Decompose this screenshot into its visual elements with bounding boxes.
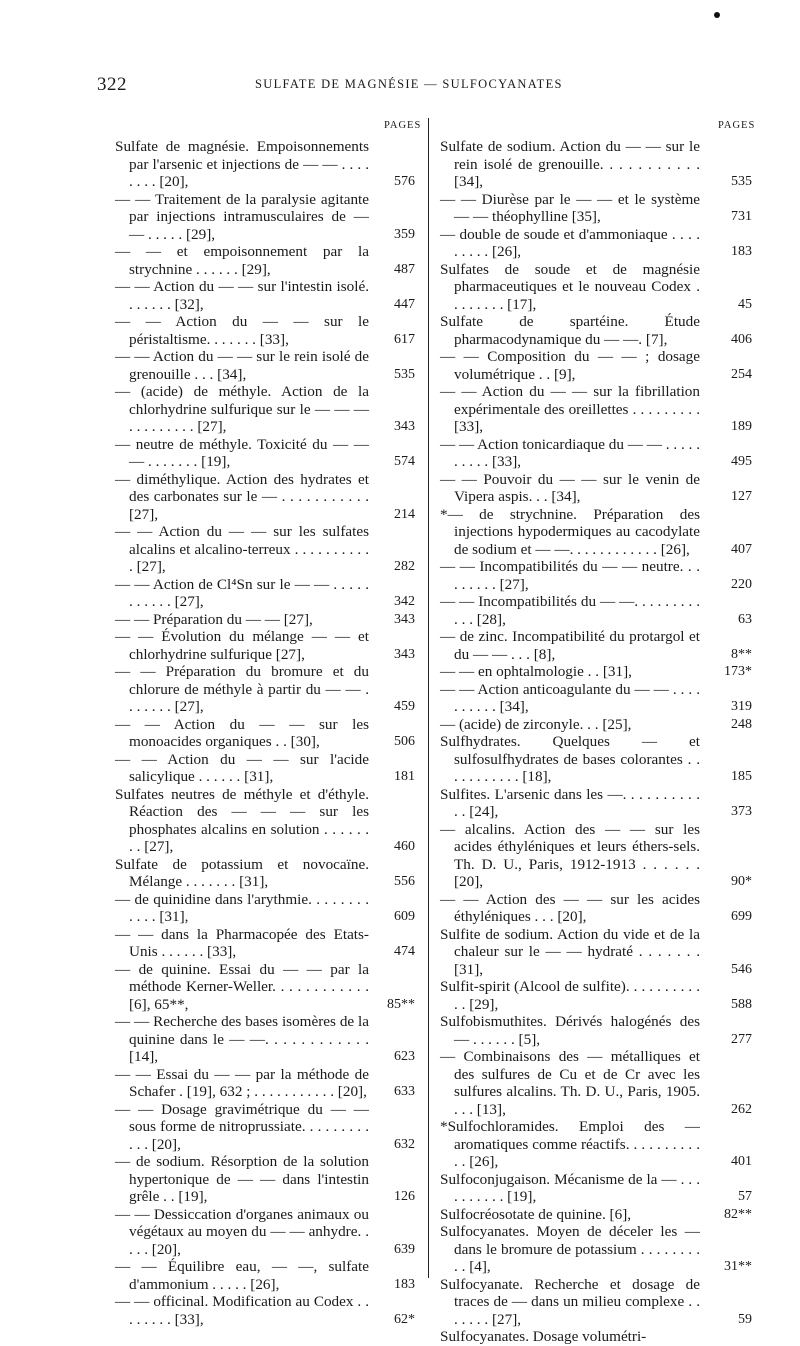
entry-page: 126 — [394, 1189, 415, 1204]
entry-page: 459 — [394, 699, 415, 714]
index-entry — [115, 576, 415, 611]
entry-page: 254 — [731, 366, 752, 382]
index-entry — [440, 471, 752, 506]
entry-text: — — Action du — — sur la fibrillation expérimentale des oreillettes . . . . . . . . . [33], — [440, 383, 700, 435]
entry-page: 407 — [731, 541, 752, 557]
index-entry — [115, 611, 415, 629]
entry-text: Sulfobismuthites. Dérivés halogénés des — . . . . . . [5], — [440, 1013, 700, 1048]
entry-text: — — Incompatibilités du — — neutre. . . . . . . . . [27], — [440, 558, 700, 593]
index-entry — [440, 1171, 752, 1206]
entry-text: — — en ophtalmologie . . [31], — [440, 663, 632, 680]
index-entry — [115, 138, 415, 191]
entry-text: Sulfates de soude et de magnésie pharmaceutiques et le nouveau Codex . . . . . . . . [17], — [440, 260, 700, 313]
column-divider — [428, 118, 429, 1278]
entry-page: 406 — [731, 331, 752, 347]
entry-text: — — Évolution du mélange — — et chlorhydrine sulfurique [27], — [115, 628, 369, 663]
entry-text: — — Action anticoagulante du — — . . . . . . . . . . [34], — [440, 680, 700, 715]
index-entry — [115, 1013, 415, 1066]
index-entry — [440, 436, 752, 471]
entry-page: 546 — [731, 961, 752, 977]
entry-text: — — officinal. Modification au Codex . . . . . . . . [33], — [115, 1293, 369, 1328]
entry-page: 173* — [724, 664, 752, 679]
entry-text: Sulfate de sodium. Action du — — sur le rein isolé de grenouille. . . . . . . . . . . [34], — [440, 138, 700, 190]
index-entry — [115, 1258, 415, 1293]
index-entry — [440, 926, 752, 979]
entry-page: 45 — [738, 296, 752, 312]
entry-text: — — Action du — — sur les monoacides organiques . . [30], — [115, 715, 369, 750]
entry-page: 62* — [394, 1311, 415, 1327]
index-entry — [115, 243, 415, 278]
index-entry — [440, 716, 752, 734]
entry-page: 343 — [394, 646, 415, 662]
entry-page: 576 — [394, 174, 415, 189]
index-entry — [115, 961, 415, 1014]
entry-text: Sulfocyanates. Moyen de déceler les — dans le bromure de potassium . . . . . . . . . . [4], — [440, 1223, 700, 1275]
entry-page: 127 — [731, 489, 752, 504]
entry-text: Sulfocyanate. Recherche et dosage de traces de — dans un milieu complexe . . . . . . . [27], — [440, 1275, 700, 1328]
entry-text: — — Traitement de la paralysie agitante par injections intramusculaires de — — . . . . . [29], — [115, 190, 369, 243]
index-entry — [115, 663, 415, 716]
entry-page: 189 — [731, 419, 752, 434]
index-entry — [440, 891, 752, 926]
index-entry — [115, 891, 415, 926]
index-entry — [440, 1048, 752, 1118]
entry-page: 248 — [731, 716, 752, 732]
index-entry — [115, 1101, 415, 1154]
entry-page: 85** — [387, 996, 415, 1012]
entry-text: *Sulfochloramides. Emploi des — aromatiques comme réactifs. . . . . . . . . . . . [26], — [440, 1118, 700, 1170]
entry-text: — — Action du — — sur l'acide salicylique . . . . . . [31], — [115, 750, 369, 785]
entry-text: — de zinc. Incompatibilité du protargol et du — — . . . [8], — [440, 628, 700, 663]
entry-text: — — Action des — — sur les acides éthyléniques . . . [20], — [440, 890, 700, 925]
entry-text: Sulfate de magnésie. Empoisonnements par l'arsenic et injections de — — . . . . . . . . [20], — [115, 138, 369, 190]
entry-page: 214 — [394, 506, 415, 522]
index-entry — [115, 1206, 415, 1259]
index-entry — [440, 978, 752, 1013]
index-entry — [115, 436, 415, 471]
index-entry — [440, 506, 752, 559]
entry-page: 359 — [394, 226, 415, 242]
entry-page: 277 — [731, 1031, 752, 1047]
index-entry — [115, 471, 415, 524]
index-entry — [440, 1328, 752, 1346]
entry-text: — — Recherche des bases isomères de la quinine dans le — —. . . . . . . . . . . . [14], — [115, 1013, 369, 1065]
entry-page: 82** — [724, 1206, 752, 1222]
entry-page: 342 — [394, 594, 415, 609]
index-entry — [115, 313, 415, 348]
entry-page: 343 — [394, 611, 415, 627]
entry-page: 447 — [394, 296, 415, 312]
entry-text: *— de strychnine. Préparation des injections hypodermiques au cacodylate de sodium et — —. . . . . . . . . . . . [26], — [440, 505, 700, 558]
entry-text: — — Pouvoir du — — sur le venin de Vipera aspis. . . [34], — [440, 470, 700, 505]
entry-page: 183 — [731, 244, 752, 259]
index-entry — [440, 1206, 752, 1224]
index-entry — [115, 856, 415, 891]
index-entry — [115, 383, 415, 436]
index-column-right — [440, 138, 752, 1346]
entry-page: 90* — [731, 874, 752, 889]
entry-page: 495 — [731, 454, 752, 469]
index-entry — [115, 348, 415, 383]
entry-page: 59 — [738, 1311, 752, 1327]
index-entry — [440, 383, 752, 436]
running-head: SULFATE DE MAGNÉSIE — SULFOCYANATES — [255, 77, 563, 91]
index-entry — [115, 278, 415, 313]
index-entry — [115, 926, 415, 961]
entry-text: Sulfhydrates. Quelques — et sulfosulfhydrates de bases colorantes . . . . . . . . . . . [18], — [440, 733, 700, 785]
index-entry — [115, 786, 415, 856]
entry-page: 63 — [738, 611, 752, 627]
entry-text: — — Composition du — — ; dosage volumétrique . . [9], — [440, 348, 700, 383]
entry-page: 460 — [394, 839, 415, 854]
index-entry — [440, 1013, 752, 1048]
entry-page: 31** — [724, 1259, 752, 1274]
index-entry — [440, 628, 752, 663]
index-entry — [440, 348, 752, 383]
index-entry — [440, 226, 752, 261]
entry-text: — de sodium. Résorption de la solution hypertonique de — — dans l'intestin grêle . . [19], — [115, 1153, 369, 1205]
index-entry — [440, 593, 752, 628]
entry-text: — double de soude et d'ammoniaque . . . . . . . . . [26], — [440, 225, 700, 260]
entry-text: — — Dosage gravimétrique du — — sous forme de nitroprussiate. . . . . . . . . . . . [20], — [115, 1100, 369, 1153]
index-entry — [115, 1153, 415, 1206]
entry-page: 319 — [731, 699, 752, 714]
index-entry — [440, 1118, 752, 1171]
index-entry — [115, 191, 415, 244]
entry-text: — (acide) de méthyle. Action de la chlorhydrine sulfurique sur le — — — . . . . . . . . . [27], — [115, 383, 369, 435]
entry-page: 556 — [394, 874, 415, 889]
entry-text: — — Action du — — sur l'intestin isolé. . . . . . . [32], — [115, 278, 369, 313]
index-entry — [440, 681, 752, 716]
ink-dot — [714, 12, 720, 18]
pages-label-right: PAGES — [718, 120, 756, 131]
entry-page: 639 — [394, 1241, 415, 1257]
index-entry — [440, 733, 752, 786]
index-entry — [115, 751, 415, 786]
entry-page: 535 — [731, 174, 752, 189]
index-entry — [440, 1276, 752, 1329]
entry-page: 609 — [394, 909, 415, 924]
entry-page: 487 — [394, 261, 415, 277]
entry-page: 183 — [394, 1276, 415, 1292]
index-entry — [115, 1293, 415, 1328]
index-entry — [115, 523, 415, 576]
index-entry — [115, 628, 415, 663]
index-entry — [115, 716, 415, 751]
entry-page: 220 — [731, 576, 752, 592]
index-entry — [440, 821, 752, 891]
entry-page: 731 — [731, 209, 752, 224]
entry-text: — (acide) de zirconyle. . . [25], — [440, 715, 632, 733]
entry-page: 282 — [394, 559, 415, 574]
entry-page: 8** — [731, 646, 752, 662]
entry-text: Sulfate de potassium et novocaïne. Mélange . . . . . . . [31], — [115, 855, 369, 890]
entry-page: 699 — [731, 909, 752, 924]
entry-page: 617 — [394, 331, 415, 347]
entry-text: — Combinaisons des — métalliques et des sulfures de Cu et de Cr avec les sulfures alcalins. Th. D. U., Paris, 1905. . . . [13], — [440, 1048, 700, 1118]
index-entry — [440, 663, 752, 681]
entry-page: 185 — [731, 769, 752, 784]
index-column-left — [115, 138, 415, 1328]
entry-text: — alcalins. Action des — — sur les acides éthyléniques et leurs éthers-sels. Th. D. U., Paris, 1912-1913 . . . . . . [20], — [440, 820, 700, 890]
entry-page: 343 — [394, 419, 415, 434]
index-entry — [115, 1066, 415, 1101]
entry-text: Sulfit-spirit (Alcool de sulfite). . . . . . . . . . . . [29], — [440, 978, 700, 1013]
index-entry — [440, 261, 752, 314]
entry-text: Sulfates neutres de méthyle et d'éthyle. Réaction des — — — sur les phosphates alcalins en solution . . . . . . . . [27], — [115, 785, 369, 855]
page-number: 322 — [97, 74, 127, 95]
entry-page: 633 — [394, 1084, 415, 1099]
entry-page: 588 — [731, 996, 752, 1012]
entry-page: 262 — [731, 1101, 752, 1117]
entry-page: 506 — [394, 734, 415, 749]
index-entry — [440, 1223, 752, 1276]
entry-page: 535 — [394, 366, 415, 382]
entry-text: — — dans la Pharmacopée des Etats-Unis . . . . . . [33], — [115, 925, 369, 960]
entry-text: — — Dessiccation d'organes animaux ou végétaux au moyen du — — anhydre. . . . . [20], — [115, 1205, 369, 1258]
index-entry — [440, 786, 752, 821]
entry-page: 401 — [731, 1154, 752, 1169]
entry-text: — — Incompatibilités du — —. . . . . . . . . . . . [28], — [440, 593, 700, 628]
entry-text: — — Action de Cl⁴Sn sur le — — . . . . . . . . . . . [27], — [115, 575, 369, 610]
entry-text: — — Action du — — sur le péristaltisme. . . . . . . [33], — [115, 313, 369, 348]
entry-text: — de quinine. Essai du — — par la méthode Kerner-Weller. . . . . . . . . . . . [6], 65**, — [115, 960, 369, 1013]
entry-text: Sulfites. L'arsenic dans les —. . . . . . . . . . . . [24], — [440, 785, 700, 820]
entry-text: Sulfite de sodium. Action du vide et de la chaleur sur le — — hydraté . . . . . . . [31], — [440, 925, 700, 978]
entry-page: 623 — [394, 1049, 415, 1064]
entry-page: 632 — [394, 1136, 415, 1152]
entry-text: Sulfocyanates. Dosage volumétri- — [440, 1328, 647, 1345]
entry-page: 373 — [731, 804, 752, 819]
entry-page: 181 — [394, 769, 415, 784]
entry-text: — — Préparation du — — [27], — [115, 610, 313, 628]
entry-text: Sulfoconjugaison. Mécanisme de la — . . . . . . . . . . [19], — [440, 1170, 700, 1205]
entry-text: — de quinidine dans l'arythmie. . . . . . . . . . . . [31], — [115, 890, 369, 925]
entry-text: — — Équilibre eau, — —, sulfate d'ammonium . . . . . [26], — [115, 1258, 369, 1293]
entry-text: — — Diurèse par le — — et le système — — théophylline [35], — [440, 190, 700, 225]
entry-text: — diméthylique. Action des hydrates et des carbonates sur le — . . . . . . . . . . . [27], — [115, 470, 369, 523]
entry-text: — — Préparation du bromure et du chlorure de méthyle à partir du — — . . . . . . . [27], — [115, 663, 369, 715]
pages-label-left: PAGES — [384, 120, 422, 131]
entry-text: — — et empoisonnement par la strychnine . . . . . . [29], — [115, 243, 369, 278]
index-entry — [440, 558, 752, 593]
entry-text: — — Action tonicardiaque du — — . . . . . . . . . . [33], — [440, 435, 700, 470]
entry-text: — — Action du — — sur les sulfates alcalins et alcalino-terreux . . . . . . . . . . . [27], — [115, 523, 369, 575]
entry-text: Sulfate de spartéine. Étude pharmacodynamique du — —. [7], — [440, 313, 700, 348]
index-entry — [440, 191, 752, 226]
entry-text: — neutre de méthyle. Toxicité du — — — . . . . . . . [19], — [115, 435, 369, 470]
entry-text: — — Action du — — sur le rein isolé de grenouille . . . [34], — [115, 348, 369, 383]
index-entry — [440, 313, 752, 348]
entry-page: 57 — [738, 1189, 752, 1204]
index-entry — [440, 138, 752, 191]
entry-page: 574 — [394, 454, 415, 469]
entry-text: Sulfocréosotate de quinine. [6], — [440, 1205, 632, 1223]
entry-page: 474 — [394, 944, 415, 959]
entry-text: — — Essai du — — par la méthode de Schafer . [19], 632 ; . . . . . . . . . . . [20], — [115, 1065, 369, 1100]
